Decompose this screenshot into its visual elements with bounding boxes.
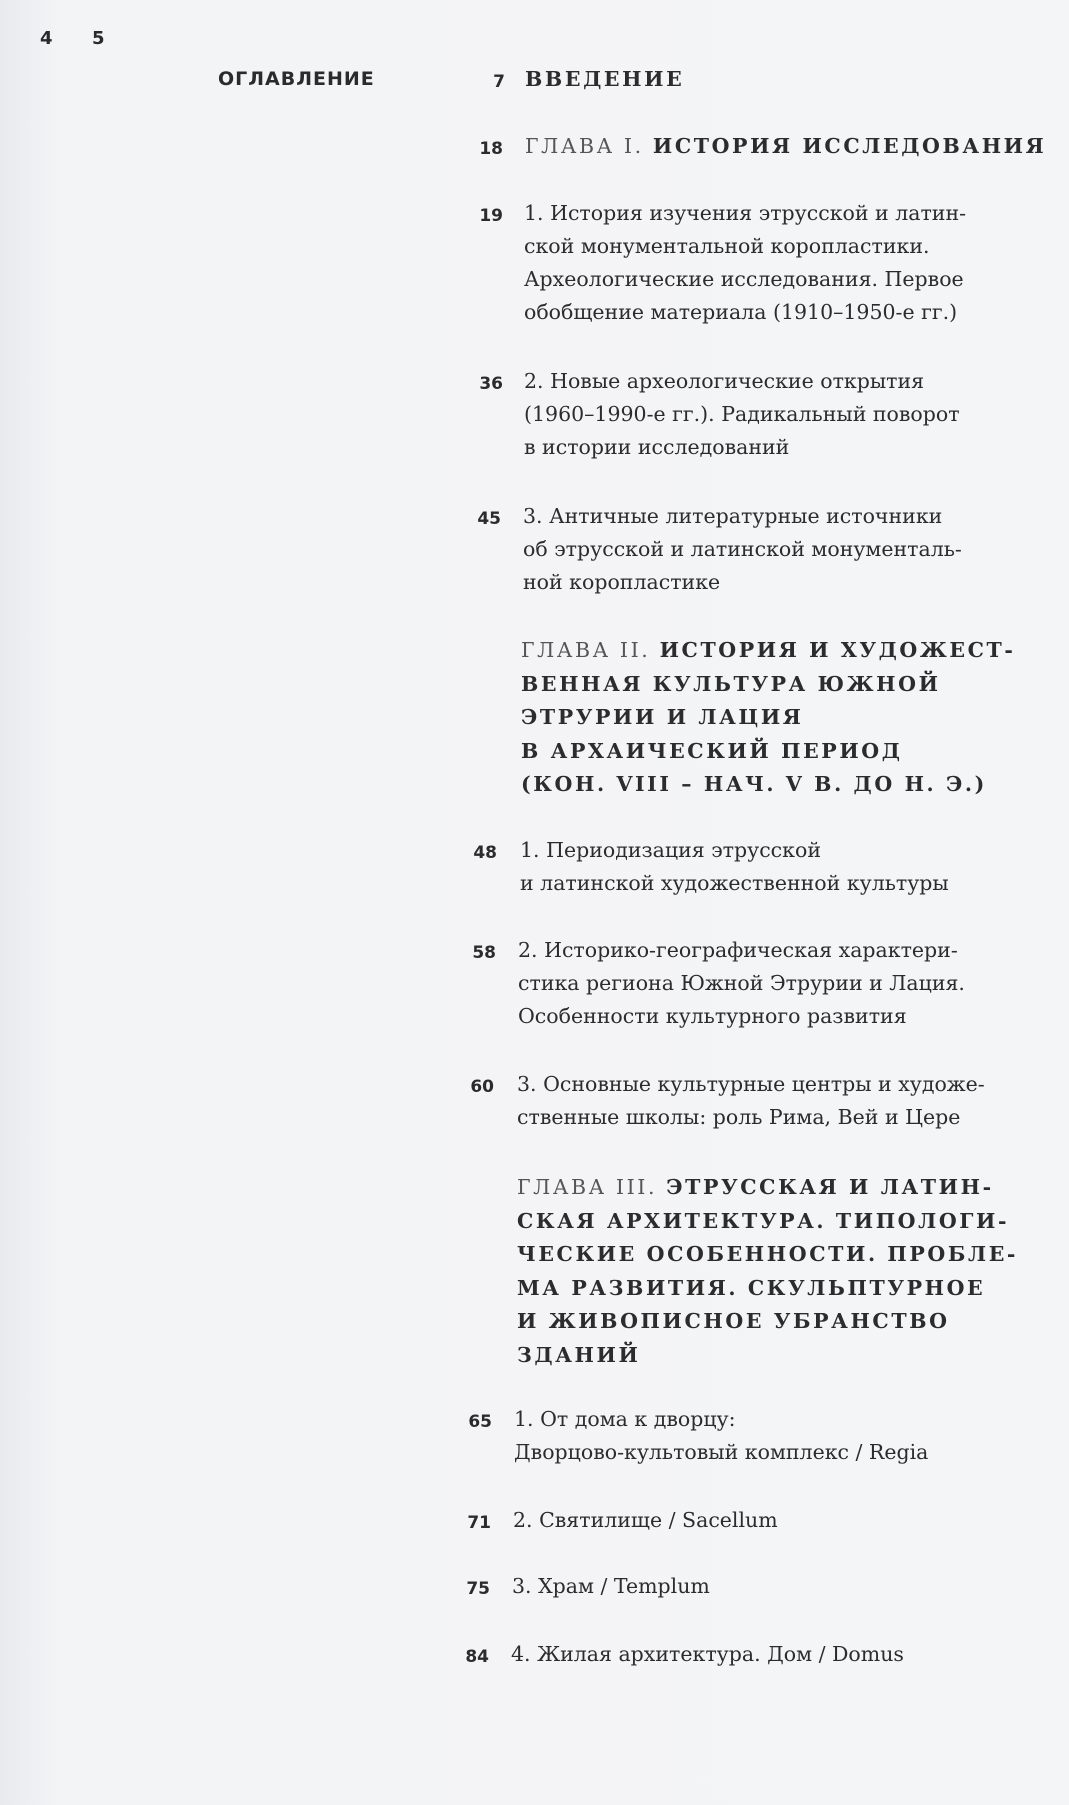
- page-number-ch2-s3: 60: [470, 1077, 494, 1097]
- folio-left: 4: [40, 28, 53, 49]
- chapter2-heading: [521, 634, 1016, 802]
- ch3-section4-line1: 4. Жилая архитектура. Дом / Domus: [511, 1642, 904, 1666]
- chapter3-title-line3: ЧЕСКИЕ ОСОБЕННОСТИ. ПРОБЛЕ-: [517, 1242, 1019, 1266]
- ch3-section3: [512, 1570, 710, 1603]
- folio-right: 5: [92, 28, 105, 49]
- ch2-section1-line1: 1. Периодизация этрусской: [520, 838, 821, 862]
- ch1-section3-line3: ной коропластике: [523, 570, 721, 594]
- page-number-ch2-s2: 58: [472, 943, 496, 963]
- ch2-section1-line2: и латинской художественной культуры: [520, 871, 949, 895]
- introduction-title: [525, 63, 684, 97]
- page-number-ch3-s1: 65: [468, 1412, 492, 1432]
- ch1-section1-line3: Археологические исследования. Первое: [524, 267, 964, 291]
- chapter2-label: ГЛАВА II.: [521, 638, 651, 662]
- ch2-section3-line1: 3. Основные культурные центры и художе-: [517, 1072, 985, 1096]
- ch1-section1-line4: обобщение материала (1910–1950-е гг.): [524, 300, 958, 324]
- ch2-section3: [517, 1068, 985, 1134]
- toc-heading: ОГЛАВЛЕНИЕ: [218, 68, 375, 90]
- ch1-section3-line1: 3. Античные литературные источники: [523, 504, 943, 528]
- ch3-section2: [513, 1504, 778, 1537]
- ch1-section1: [524, 197, 966, 329]
- page-number-ch3-s3: 75: [466, 1579, 490, 1599]
- ch1-section2: [524, 365, 960, 464]
- chapter1-title: ИСТОРИЯ ИССЛЕДОВАНИЯ: [652, 134, 1047, 158]
- ch1-section1-line2: ской монументальной коропластики.: [524, 234, 930, 258]
- page-number-introduction: 7: [493, 72, 505, 92]
- page-number-ch3-s2: 71: [467, 1513, 491, 1533]
- chapter3-title-line2: СКАЯ АРХИТЕКТУРА. ТИПОЛОГИ-: [517, 1208, 1010, 1233]
- chapter2-title-line5: (КОН. VIII – НАЧ. V В. ДО Н. Э.): [521, 772, 987, 796]
- chapter2-title-line3: ЭТРУРИИ И ЛАЦИЯ: [521, 705, 804, 729]
- chapter3-title-line1: ЭТРУССКАЯ И ЛАТИН-: [666, 1175, 994, 1199]
- ch1-section3: [523, 500, 962, 599]
- chapter3-title-line6: ЗДАНИЙ: [517, 1342, 641, 1367]
- chapter1-label: ГЛАВА I.: [525, 134, 644, 158]
- ch3-section3-line1: 3. Храм / Templum: [512, 1574, 710, 1598]
- ch2-section3-line2: ственные школы: роль Рима, Вей и Цере: [517, 1105, 961, 1129]
- ch1-section1-line1: 1. История изучения этрусской и латин-: [524, 201, 967, 225]
- ch1-section2-line1: 2. Новые археологические открытия: [524, 369, 925, 393]
- ch2-section1: [520, 834, 949, 900]
- chapter3-label: ГЛАВА III.: [517, 1175, 658, 1199]
- chapter2-title-line4: В АРХАИЧЕСКИЙ ПЕРИОД: [521, 738, 903, 763]
- page-number-ch1-s1: 19: [479, 206, 503, 226]
- chapter2-title-line2: ВЕННАЯ КУЛЬТУРА ЮЖНОЙ: [521, 671, 941, 696]
- chapter3-heading: [517, 1171, 1018, 1372]
- ch1-section3-line2: об этрусской и латинской монументаль-: [523, 537, 962, 561]
- page-number-ch1-s3: 45: [477, 509, 501, 529]
- page-number-ch3-s4: 84: [465, 1647, 489, 1667]
- ch2-section2-line2: стика региона Южной Этрурии и Лация.: [518, 971, 965, 995]
- ch1-section2-line3: в истории исследований: [524, 435, 790, 459]
- page-number-chapter1: 18: [479, 139, 503, 159]
- page-number-ch2-s1: 48: [473, 843, 497, 863]
- ch2-section2-line1: 2. Историко-географическая характери-: [518, 938, 958, 962]
- ch3-section4: [511, 1638, 904, 1671]
- chapter2-title-line1: ИСТОРИЯ И ХУДОЖЕСТ-: [659, 638, 1016, 662]
- chapter3-title-line4: МА РАЗВИТИЯ. СКУЛЬПТУРНОЕ: [517, 1275, 986, 1300]
- chapter1-heading: [525, 130, 1046, 164]
- ch2-section2-line3: Особенности культурного развития: [518, 1004, 907, 1028]
- ch3-section1: [514, 1403, 928, 1469]
- chapter3-title-line5: И ЖИВОПИСНОЕ УБРАНСТВО: [517, 1309, 950, 1333]
- ch2-section2: [518, 934, 965, 1033]
- introduction-title-text: ВВЕДЕНИЕ: [525, 67, 685, 91]
- ch3-section1-line1: 1. От дома к дворцу:: [514, 1407, 736, 1431]
- page-number-ch1-s2: 36: [479, 374, 503, 394]
- ch3-section2-line1: 2. Святилище / Sacellum: [513, 1508, 778, 1532]
- ch1-section2-line2: (1960–1990-е гг.). Радикальный поворот: [524, 402, 960, 426]
- ch3-section1-line2: Дворцово-культовый комплекс / Regia: [514, 1440, 929, 1464]
